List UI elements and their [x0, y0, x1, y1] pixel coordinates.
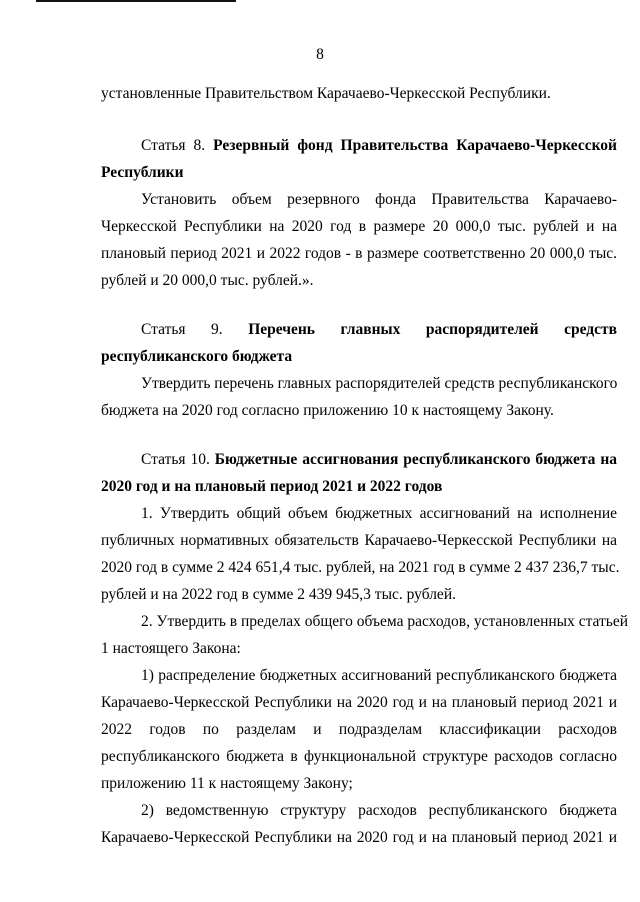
- article-10-heading: [141, 446, 617, 473]
- text-line: республиканского бюджета в функциональной структуре расходов согласно: [101, 748, 617, 765]
- text-line: установленные Правительством Карачаево-Черкесской Республики.: [101, 85, 551, 102]
- text-line: Карачаево-Черкесской Республики на 2020 год и на плановый период 2021 и: [101, 694, 617, 711]
- article-9-title: Перечень главных распорядителей средств: [248, 321, 617, 338]
- text-line: Черкесской Республики на 2020 год в размере 20 000,0 тыс. рублей и на: [101, 218, 617, 235]
- article-10-title: Бюджетные ассигнования республиканского бюджета на: [214, 451, 618, 468]
- text-line: бюджета на 2020 год согласно приложению 10 к настоящему Закону.: [101, 402, 554, 419]
- text-line: Карачаево-Черкесской Республики на 2020 год и на плановый период 2021 и: [101, 829, 617, 846]
- text-line: рублей и на 2022 год в сумме 2 439 945,3 тыс. рублей.: [101, 586, 456, 603]
- text-line: Утвердить перечень главных распорядителей средств республиканского: [141, 375, 618, 392]
- text-line: Установить объем резервного фонда Правительства Карачаево-: [141, 191, 617, 208]
- page-number: 8: [316, 46, 324, 63]
- article-8-heading: [141, 132, 617, 159]
- article-8-title: Резервный фонд Правительства Карачаево-Черкесской: [213, 137, 617, 154]
- article-10-title-cont: 2020 год и на плановый период 2021 и 2022 годов: [101, 478, 443, 495]
- article-8-label: Статья 8.: [141, 137, 206, 154]
- article-10-label: Статья 10.: [141, 451, 210, 468]
- article-8-title-cont: Республики: [101, 164, 184, 181]
- text-line: 1) распределение бюджетных ассигнований республиканского бюджета: [141, 667, 617, 684]
- text-line: 1. Утвердить общий объем бюджетных ассигнований на исполнение: [141, 505, 617, 522]
- text-line: рублей и 20 000,0 тыс. рублей.».: [101, 272, 314, 289]
- text-line: плановый период 2021 и 2022 годов - в размере соответственно 20 000,0 тыс.: [101, 245, 617, 262]
- text-line: 2) ведомственную структуру расходов республиканского бюджета: [141, 802, 617, 819]
- header-rule: [36, 0, 236, 2]
- text-line: публичных нормативных обязательств Карачаево-Черкесской Республики на: [101, 532, 617, 549]
- article-9-label: Статья 9.: [141, 321, 223, 338]
- text-line: 2022 годов по разделам и подразделам классификации расходов: [101, 721, 617, 738]
- text-line: приложению 11 к настоящему Закону;: [101, 775, 353, 792]
- article-9-title-cont: республиканского бюджета: [101, 348, 293, 365]
- text-line: 1 настоящего Закона:: [101, 640, 241, 657]
- text-line: 2. Утвердить в пределах общего объема расходов, установленных статьей: [141, 613, 629, 630]
- article-9-heading: [141, 316, 617, 343]
- text-line: 2020 год в сумме 2 424 651,4 тыс. рублей, на 2021 год в сумме 2 437 236,7 тыс.: [101, 559, 620, 576]
